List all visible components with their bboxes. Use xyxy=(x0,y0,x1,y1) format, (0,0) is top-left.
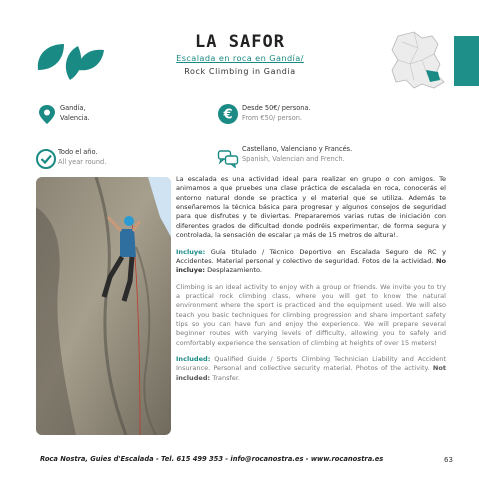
description-column xyxy=(176,175,446,383)
location-line1: Gandía, xyxy=(60,104,86,112)
location-pin-icon xyxy=(36,103,58,125)
page-number: 63 xyxy=(444,456,453,464)
excludes-text-es: Desplazamiento. xyxy=(205,266,262,275)
english-includes xyxy=(176,355,446,383)
region-map-icon xyxy=(388,30,450,90)
page-title: LA SAFOR xyxy=(195,32,285,52)
spanish-paragraph: La escalada es una actividad ideal para realizar en grupo o con amigos. Te animamos a que pruebes una clase práctica de escalada en roca, conocerás el entorno natural donde se practica y el material que se utiliza. Además te enseñaremos la técnica básica para progresar y algunos consejos de seguridad para que disfrutes y te diviertas. Prepararemos varias rutas de iniciación con diferentes grados de dificultad donde podréis experimentar, de forma segura y controlada, la sensación de escalar ¡a más de 15 metros de altura!. xyxy=(176,175,446,240)
location-line2: Valencia. xyxy=(60,114,90,122)
price-spanish: Desde 50€/ persona. xyxy=(242,104,311,112)
includes-label-es: Incluye: xyxy=(176,247,206,256)
season-english: All year round. xyxy=(58,158,107,166)
languages-spanish: Castellano, Valenciano y Francés. xyxy=(242,145,353,153)
footer-contact: Roca Nostra, Guies d'Escalada - Tel. 615 499 353 - info@rocanostra.es - www.rocanostra.es xyxy=(40,455,384,463)
price-english: From €50/ person. xyxy=(242,114,303,122)
includes-label-en: Included: xyxy=(176,355,211,364)
chapter-tab xyxy=(454,36,479,86)
subtitle-english: Rock Climbing in Gandia xyxy=(184,67,296,76)
spanish-includes xyxy=(176,248,446,276)
check-circle-icon xyxy=(35,148,57,170)
speech-bubbles-icon xyxy=(217,148,239,170)
includes-text-es: Guía titulado / Técnico Deportivo en Escalada Seguro de RC y Accidentes. Material personal y colectivo de seguridad. Fotos de la actividad. xyxy=(176,247,446,265)
leaves-logo-icon xyxy=(34,30,106,82)
english-paragraph: Climbing is an ideal activity to enjoy with a group or friends. We invite you to try a practical rock climbing class, where you will get to know the natural environment where the sport is practiced and the equipment used. We will also teach you basic techniques for climbing progression and share important safety tips so you can have fun and enjoy the experience. We will prepare several beginner routes with varying levels of difficulty, allowing you to safely and comfortably experience the sensation of climbing at heights of over 15 meters! xyxy=(176,282,446,347)
euro-icon xyxy=(217,103,239,125)
languages-english: Spanish, Valencian and French. xyxy=(242,155,345,163)
subtitle-spanish: Escalada en roca en Gandía/ xyxy=(176,53,304,63)
season-spanish: Todo el año. xyxy=(58,148,98,156)
excludes-label-en: Not included: xyxy=(176,364,446,382)
climber-photo xyxy=(36,177,171,435)
excludes-label-es: No incluye: xyxy=(176,256,446,275)
svg-text:€: € xyxy=(223,107,233,123)
includes-text-en: Qualified Guide / Sports Climbing Technician Liability and Accident Insurance. Personal and collective security material. Photos of the activity. xyxy=(176,355,446,373)
excludes-text-en: Transfer. xyxy=(210,373,241,382)
